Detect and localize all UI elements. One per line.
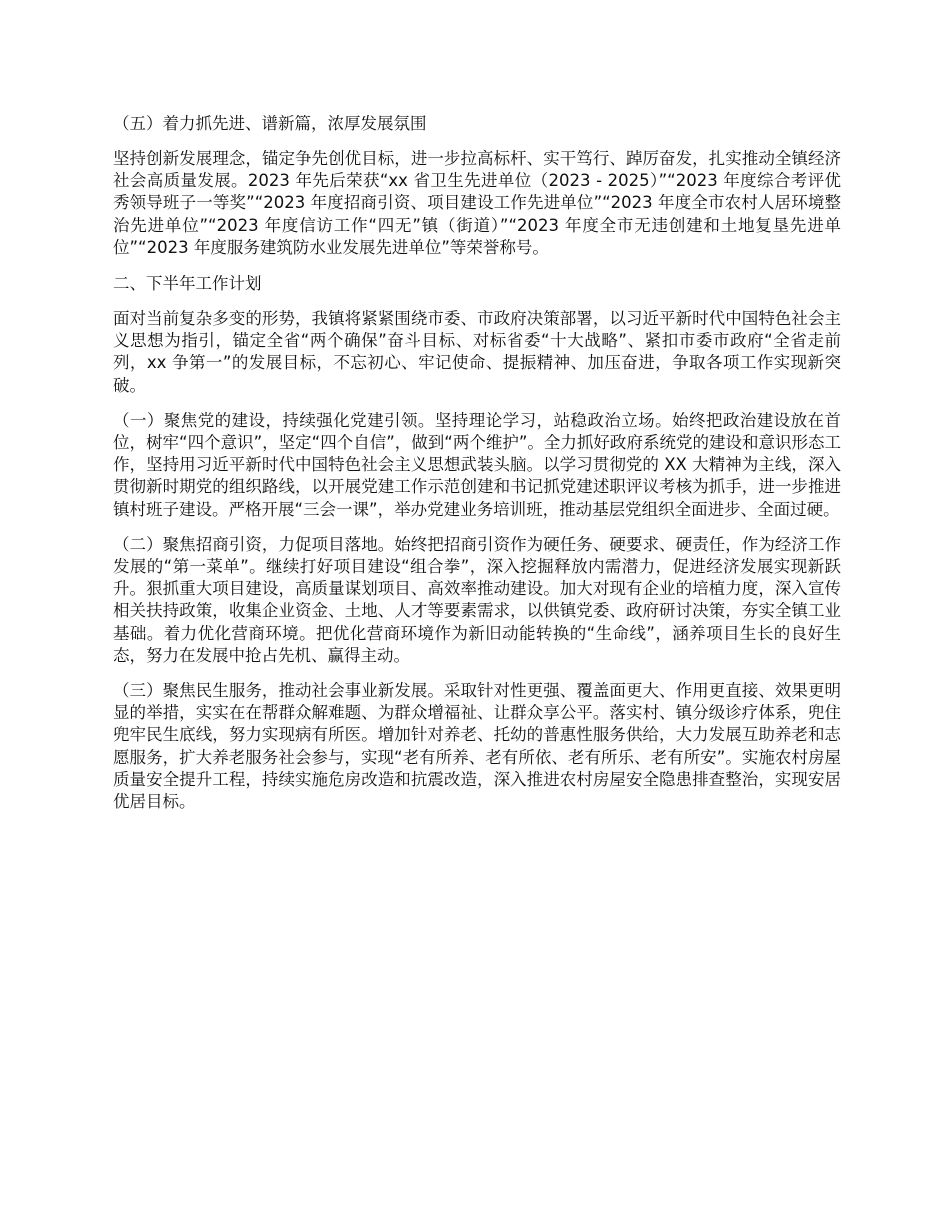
section-5-body: 坚持创新发展理念，锚定争先创优目标，进一步拉高标杆、实干笃行、踔厉奋发，扎实推动全镇经济社会高质量发展。2023 年先后荣获“xx 省卫生先进单位（2023 - 2025）”“2023 年度综合考评优秀领导班子一等奖”“2023 年度招商引资、项目建设工作先进单位”“2023 年度全市农村人居环境整治先进单位”“2023 年度信访工作“四无”镇（街道）”“2023 年度全市无违创建和土地复垦先进单位”“2023 年度服务建筑防水业发展先进单位”等荣誉称号。 (113, 149, 841, 257)
section-5-heading: （五）着力抓先进、谱新篇，浓厚发展氛围 (113, 114, 427, 133)
plan-item-2: （二）聚焦招商引资，力促项目落地。始终把招商引资作为硬任务、硬要求、硬责任，作为经济工作发展的“第一菜单”。继续打好项目建设“组合拳”，深入挖掘释放内需潜力，促进经济发展实现新跃升。狠抓重大项目建设，高质量谋划项目、高效率推动建设。加大对现有企业的培植力度，深入宣传相关扶持政策，收集企业资金、土地、人才等要素需求，以供镇党委、政府研讨决策，夯实全镇工业基础。着力优化营商环境。把优化营商环境作为新旧动能转换的“生命线”，涵养项目生长的良好生态，努力在发展中抢占先机、赢得主动。 (113, 534, 841, 665)
part-2-intro: 面对当前复杂多变的形势，我镇将紧紧围绕市委、市政府决策部署，以习近平新时代中国特色社会主义思想为指引，锚定全省“两个确保”奋斗目标、对标省委“十大战略”、紧扣市委市政府“全省走前列，xx 争第一”的发展目标，不忘初心、牢记使命、提振精神、加压奋进，争取各项工作实现新突破。 (113, 309, 841, 395)
plan-item-1: （一）聚焦党的建设，持续强化党建引领。坚持理论学习，站稳政治立场。始终把政治建设放在首位，树牢“四个意识”，坚定“四个自信”，做到“两个维护”。全力抓好政府系统党的建设和意识形态工作，坚持用习近平新时代中国特色社会主义思想武装头脑。以学习贯彻党的 XX 大精神为主线，深入贯彻新时期党的组织路线，以开展党建工作示范创建和书记抓党建述职评议考核为抓手，进一步推进镇村班子建设。严格开展“三会一课”，举办党建业务培训班，推动基层党组织全面进步、全面过硬。 (113, 410, 841, 519)
plan-item-3: （三）聚焦民生服务，推动社会事业新发展。采取针对性更强、覆盖面更大、作用更直接、效果更明显的举措，实实在在帮群众解难题、为群众增福祉、让群众享公平。落实村、镇分级诊疗体系，兜住兜牢民生底线，努力实现病有所医。增加针对养老、托幼的普惠性服务供给，大力发展互助养老和志愿服务，扩大养老服务社会参与，实现“老有所养、老有所依、老有所乐、老有所安”。实施农村房屋质量安全提升工程，持续实施危房改造和抗震改造，深入推进农村房屋安全隐患排查整治，实现安居优居目标。 (113, 681, 841, 812)
document-page (113, 112, 841, 826)
part-2-heading: 二、下半年工作计划 (113, 274, 262, 294)
